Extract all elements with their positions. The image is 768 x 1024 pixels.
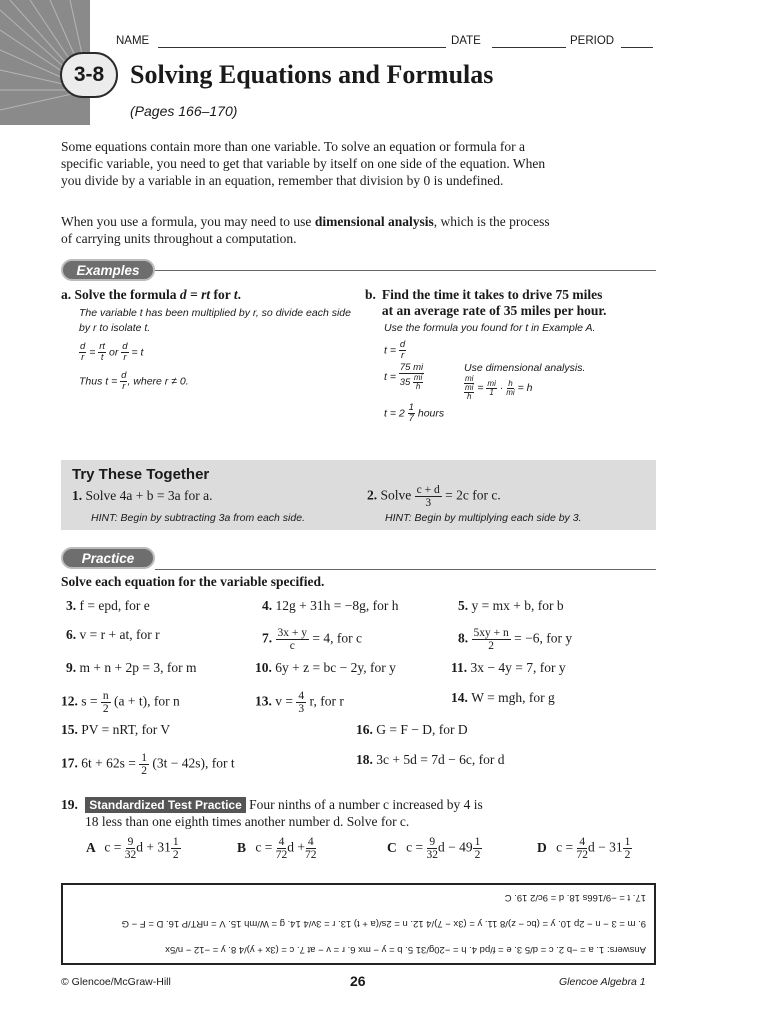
example-b: b. Find the time it takes to drive 75 miles at an average rate of 35 miles per hour. Use the formula you found for t in Example A. t = $\frac{d}{r}$ t = 75 mi 35 $\frac{mi}{h}$ Use dimensional analysis. mi $\frac{mi}{h}$ = $\frac{mi}{1}$ · $\frac{h}{mi}$ = h t = 2 $\frac{1}{7}$ hours [365, 287, 655, 424]
practice-problem: 16. G = F − D, for D [356, 722, 468, 737]
practice-label: Practice [61, 547, 155, 569]
dimensional-analysis-note: Use dimensional analysis. [464, 362, 586, 374]
practice-problem: 8. $\frac{5xy + n}{2}$ = −6, for y [458, 627, 573, 652]
footer-page-number: 26 [350, 973, 366, 989]
practice-problem: 18. 3c + 5d = 7d − 6c, for d [356, 752, 505, 767]
example-b-step1: t = $\frac{d}{r}$ [384, 339, 406, 361]
answers-line-3: 17. t = −9/166s 18. d = 9c/2 19. C [504, 892, 646, 903]
answer-choice-a: A c = $\frac{9}{32}$ d + 31 $\frac{1}{2}$ [86, 836, 179, 861]
try-these-together-box [61, 460, 656, 530]
period-line [621, 47, 653, 48]
example-a-equations: $\frac{d}{r}$ = $\frac{rt}{t}$ or $\frac{d}{r}$ = t [80, 341, 144, 363]
period-label: PERIOD [570, 35, 615, 47]
practice-problem: 7. $\frac{3x + y}{c}$ = 4, for c [262, 627, 362, 652]
examples-label: Examples [61, 259, 155, 281]
answers-line-2: 9. m = 3 − n − 2p 10. y = (bc − z)/8 11. y = (3x − 7)/4 12. n = 2s/(a + t) 13. r = 3v/4 14. g = W/mh 15. V = nRT/P 16. D = F − G [121, 918, 646, 929]
example-a: a. Solve the formula d = rt for t. The variable t has been multiplied by r, so divide each side by r to isolate t. $\frac{d}{r}$ = $\frac{rt}{t}$ or $\frac{d}{r}$ = t Thus t = $\frac{d}{r}$ , where r ≠ 0. [61, 287, 351, 392]
date-label: DATE [451, 35, 481, 47]
date-line [492, 47, 566, 48]
footer-copyright: © Glencoe/McGraw-Hill [61, 976, 171, 988]
page-range: (Pages 166–170) [130, 103, 238, 119]
try-problem-2: 2. Solve $\frac{c + d}{3}$ = 2c for c. [367, 484, 501, 509]
answer-choice-c: C c = $\frac{9}{32}$ d − 49 $\frac{1}{2}$ [387, 836, 481, 861]
example-a-conclusion: Thus t = $\frac{d}{r}$ , where r ≠ 0. [79, 370, 189, 392]
try-hint-2: HINT: Begin by multiplying each side by 3. [385, 512, 582, 524]
answers-line-1: Answers: 1. a = −b 2. c = d/5 3. e = f/pd 4. h = −20g/31 5. b = y − mx 6. r = v − at 7. c = (3x + y)/4 8. y = −12 − n/5x [165, 944, 646, 955]
practice-problem: 9. m + n + 2p = 3, for m [66, 660, 197, 675]
practice-problem: 4. 12g + 31h = −8g, for h [262, 598, 399, 613]
page-title: Solving Equations and Formulas [130, 60, 494, 89]
practice-problem: 11. 3x − 4y = 7, for y [451, 660, 566, 675]
try-problem-1: 1. Solve 4a + b = 3a for a. [72, 488, 213, 503]
standardized-test-badge: Standardized Test Practice [85, 797, 246, 813]
examples-rule [155, 270, 656, 271]
practice-problem: 15. PV = nRT, for V [61, 722, 171, 737]
lesson-number-badge: 3-8 [60, 52, 118, 98]
question-19: 19. Standardized Test Practice Four ninths of a number c increased by 4 is [61, 797, 483, 812]
practice-problem: 6. v = r + at, for r [66, 627, 160, 642]
answer-choice-b: B c = $\frac{4}{72}$ d + $\frac{4}{72}$ [237, 836, 317, 861]
practice-problem: 10. 6y + z = bc − 2y, for y [255, 660, 396, 675]
example-b-result: t = 2 $\frac{1}{7}$ hours [384, 402, 445, 424]
name-line [158, 47, 446, 48]
answers-box [61, 883, 656, 965]
intro-paragraph-2: When you use a formula, you may need to use dimensional analysis, which is the process of carrying units throughout a computation. [61, 214, 550, 246]
practice-problem: 5. y = mx + b, for b [458, 598, 564, 613]
answer-choice-d: D c = $\frac{4}{72}$ d − 31 $\frac{1}{2}$ [537, 836, 631, 861]
practice-problem: 14. W = mgh, for g [451, 690, 555, 705]
example-b-note: Use the formula you found for t in Example A. [384, 322, 596, 334]
practice-problem: 13. v = $\frac{4}{3}$ r, for r [255, 690, 344, 715]
practice-problem: 3. f = epd, for e [66, 598, 150, 613]
example-a-note: The variable t has been multiplied by r, so divide each side by r to isolate t. [79, 307, 351, 334]
practice-instructions: Solve each equation for the variable specified. [61, 574, 325, 589]
example-b-step2: t = 75 mi 35 $\frac{mi}{h}$ Use dimensional analysis. mi $\frac{mi}{h}$ = $\frac{mi}{1}$ · $\frac{h}{mi}$ = h [384, 362, 586, 401]
practice-rule [155, 569, 656, 570]
intro-paragraph-1: Some equations contain more than one variable. To solve an equation or formula for a specific variable, you need to get that variable by itself on one side of the equation. When you divide by a variable in an equation, remember that division by 0 is undefined. [61, 139, 546, 188]
try-title: Try These Together [72, 466, 210, 483]
practice-problem: 17. 6t + 62s = $\frac{1}{2}$ (3t − 42s), for t [61, 752, 235, 777]
question-19-line2: 18 less than one eighth times another number d. Solve for c. [85, 814, 410, 829]
practice-problem: 12. s = $\frac{n}{2}$ (a + t), for n [61, 690, 180, 715]
try-hint-1: HINT: Begin by subtracting 3a from each side. [91, 512, 305, 524]
name-label: NAME [116, 35, 150, 47]
footer-book-title: Glencoe Algebra 1 [559, 976, 646, 988]
